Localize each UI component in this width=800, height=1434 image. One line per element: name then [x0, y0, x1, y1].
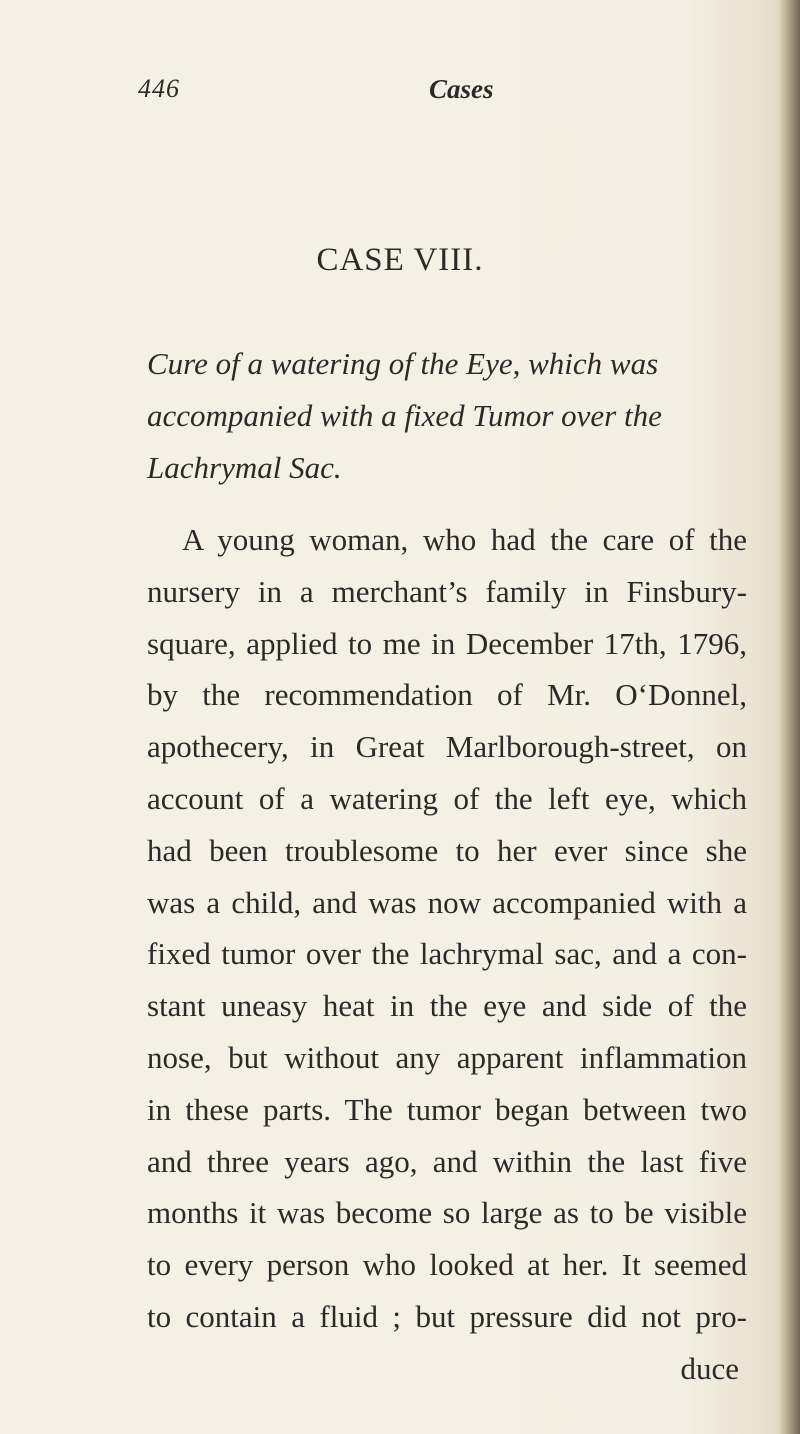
subtitle-line: accompanied with a fixed Tumor over the: [147, 398, 662, 433]
page-edge-shadow: [778, 0, 800, 1434]
catchword: duce: [680, 1350, 739, 1386]
body-line: was a child, and was now accompanied with a: [147, 884, 747, 920]
body-line: to every person who looked at her. It seemed: [147, 1247, 747, 1283]
body-line: A young woman, who had the care of the: [182, 522, 747, 557]
body-line: stant uneasy heat in the eye and side of the: [147, 988, 747, 1024]
body-line: nursery in a merchant’s family in Finsbury-: [147, 573, 747, 609]
subtitle-line: Cure of a watering of the Eye, which was: [147, 346, 659, 381]
body-line: by the recommendation of Mr. O‘Donnel,: [147, 677, 747, 713]
case-heading-text: CASE VIII.: [316, 242, 484, 278]
body-line: to contain a fluid ; but pressure did not pro-: [147, 1298, 747, 1334]
body-paragraph: [147, 514, 747, 1395]
page-number: 446: [138, 74, 180, 103]
running-title: Cases: [429, 74, 494, 104]
running-head: [138, 74, 638, 114]
body-line: and three years ago, and within the last five: [147, 1143, 747, 1179]
case-subtitle: [147, 338, 747, 494]
body-line: months it was become so large as to be visible: [147, 1195, 747, 1231]
body-line: fixed tumor over the lachrymal sac, and a con-: [147, 936, 747, 972]
body-line: account of a watering of the left eye, which: [147, 780, 747, 816]
body-line: apothecery, in Great Marlborough-street, on: [147, 729, 747, 765]
case-heading: [0, 242, 800, 279]
subtitle-line: Lachrymal Sac.: [147, 450, 342, 485]
body-line: square, applied to me in December 17th, 1796,: [147, 625, 747, 661]
body-line: in these parts. The tumor began between two: [147, 1091, 747, 1127]
body-line: nose, but without any apparent inflammation: [147, 1039, 747, 1075]
body-line: had been troublesome to her ever since she: [147, 832, 747, 868]
